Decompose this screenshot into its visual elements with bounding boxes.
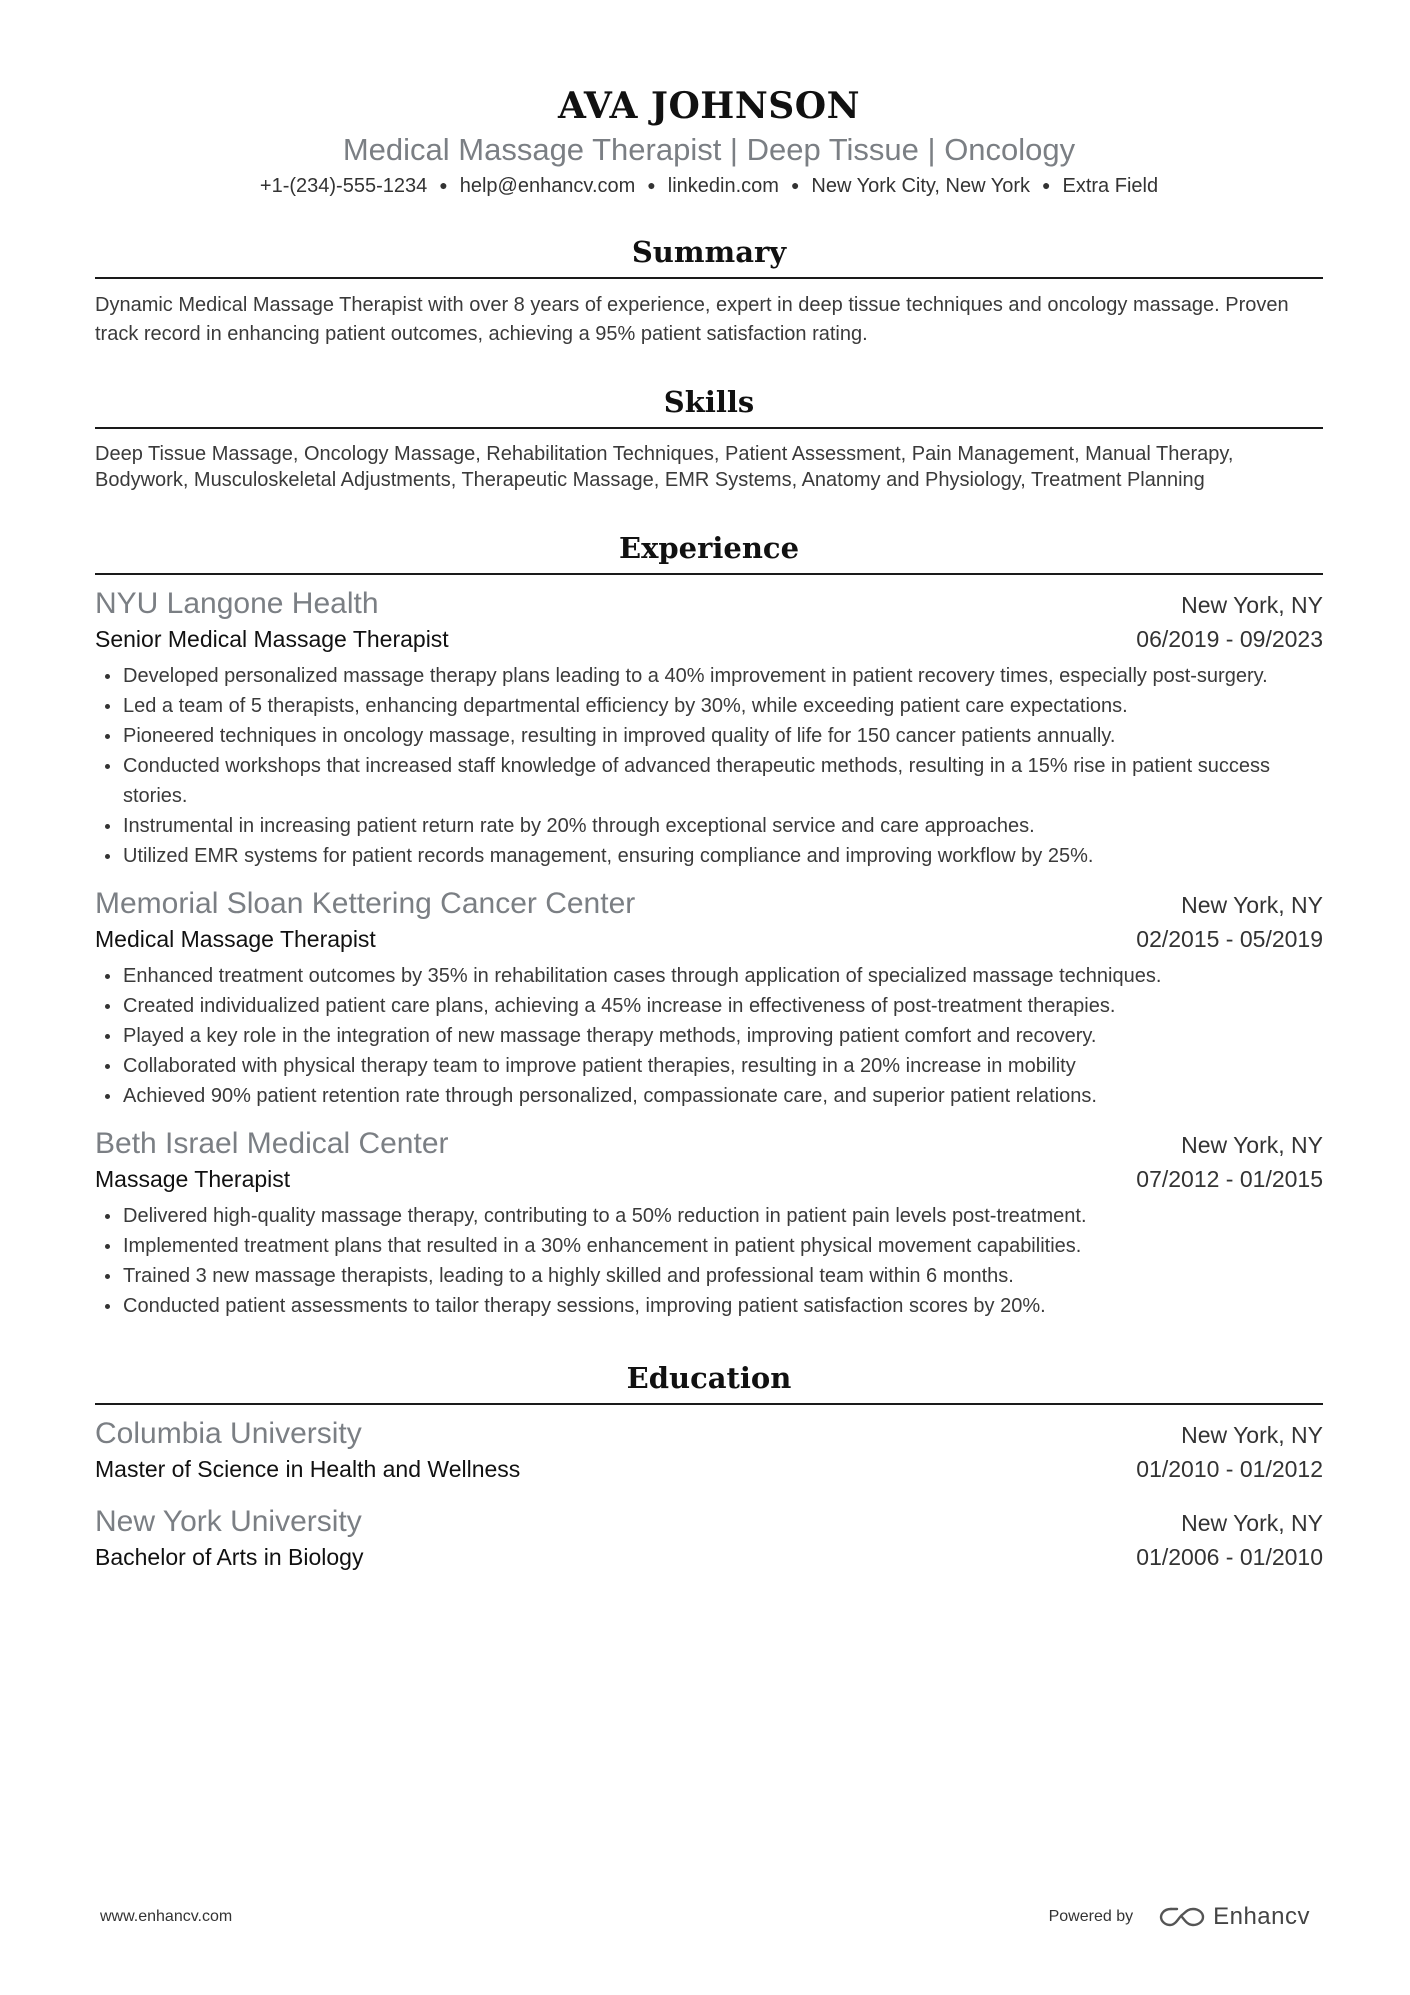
bullet-separator: ● [439, 176, 448, 193]
achievement-item: Trained 3 new massage therapists, leading to a highly skilled and professional team within 6 months. [95, 1261, 1323, 1291]
powered-by-label: Powered by [1048, 1908, 1134, 1925]
section-heading-summary: Summary [95, 233, 1323, 279]
section-heading-skills: Skills [95, 383, 1323, 429]
achievement-item: Developed personalized massage therapy plans leading to a 40% improvement in patient recovery times, especially post-surgery. [95, 661, 1323, 691]
achievement-item: Pioneered techniques in oncology massage, resulting in improved quality of life for 150 cancer patients annually. [95, 721, 1323, 751]
page-footer [100, 1903, 1310, 1931]
achievement-item: Delivered high-quality massage therapy, contributing to a 50% reduction in patient pain levels post-treatment. [95, 1201, 1323, 1231]
contact-extra: Extra Field [1062, 175, 1159, 197]
job-dates: 07/2012 - 01/2015 [1136, 1165, 1323, 1192]
skills-section [95, 383, 1323, 493]
achievement-item: Implemented treatment plans that resulted in a 30% enhancement in patient physical movement capabilities. [95, 1231, 1323, 1261]
achievement-item: Played a key role in the integration of new massage therapy methods, improving patient comfort and recovery. [95, 1021, 1323, 1051]
achievement-item: Conducted workshops that increased staff knowledge of advanced therapeutic methods, resulting in a 15% rise in patient success stories. [95, 751, 1323, 811]
education-entry [95, 1503, 1323, 1573]
job-location: New York, NY [1181, 1131, 1323, 1158]
achievement-list [95, 661, 1323, 871]
resume-header [95, 0, 1323, 201]
job-location: New York, NY [1181, 891, 1323, 918]
experience-entry [95, 885, 1323, 1111]
footer-website-link[interactable]: www.enhancv.com [100, 1908, 233, 1925]
school-location: New York, NY [1181, 1509, 1323, 1536]
degree-name: Master of Science in Health and Wellness [95, 1455, 521, 1482]
achievement-list [95, 961, 1323, 1111]
contact-linkedin[interactable]: linkedin.com [667, 175, 779, 197]
job-title: Medical Massage Therapist [95, 925, 376, 952]
candidate-title: Medical Massage Therapist | Deep Tissue | Oncology [342, 132, 1076, 167]
summary-text: Dynamic Medical Massage Therapist with over 8 years of experience, expert in deep tissue techniques and oncology massage. Proven track record in enhancing patient outcomes, achieving a 95% patient satisfaction rating. [95, 293, 1289, 345]
job-dates: 06/2019 - 09/2023 [1136, 625, 1323, 652]
enhancv-logo-icon [1159, 1905, 1205, 1929]
education-entry [95, 1415, 1323, 1485]
experience-entry [95, 1125, 1323, 1321]
powered-by [1049, 1903, 1310, 1931]
bullet-separator: ● [790, 176, 800, 193]
contact-phone: +1-(234)-555-1234 [259, 175, 428, 197]
contact-info [95, 172, 1323, 201]
school-location: New York, NY [1181, 1421, 1323, 1448]
brand-logo[interactable] [1159, 1903, 1310, 1931]
candidate-name: AVA JOHNSON [558, 85, 860, 127]
education-dates: 01/2006 - 01/2010 [1136, 1543, 1323, 1570]
achievement-item: Instrumental in increasing patient return rate by 20% through exceptional service and care approaches. [95, 811, 1323, 841]
experience-entry [95, 585, 1323, 871]
education-section [95, 1359, 1323, 1573]
achievement-item: Utilized EMR systems for patient records management, ensuring compliance and improving workflow by 25%. [95, 841, 1323, 871]
contact-email[interactable]: help@enhancv.com [459, 175, 636, 197]
resume-page [95, 0, 1323, 1573]
achievement-item: Achieved 90% patient retention rate through personalized, compassionate care, and superior patient relations. [95, 1081, 1323, 1111]
employer-name: Memorial Sloan Kettering Cancer Center [95, 886, 636, 920]
job-title: Senior Medical Massage Therapist [95, 625, 449, 652]
employer-name: NYU Langone Health [95, 586, 379, 620]
bullet-separator: ● [1042, 176, 1051, 193]
achievement-list [95, 1201, 1323, 1321]
section-heading-experience: Experience [95, 529, 1323, 575]
achievement-item: Enhanced treatment outcomes by 35% in rehabilitation cases through application of specialized massage techniques. [95, 961, 1323, 991]
job-location: New York, NY [1181, 591, 1323, 618]
employer-name: Beth Israel Medical Center [95, 1126, 449, 1160]
achievement-item: Conducted patient assessments to tailor therapy sessions, improving patient satisfaction scores by 20%. [95, 1291, 1323, 1321]
school-name: Columbia University [95, 1416, 362, 1450]
degree-name: Bachelor of Arts in Biology [95, 1543, 364, 1570]
brand-name: Enhancv [1213, 1903, 1310, 1930]
contact-location: New York City, New York [811, 175, 1031, 197]
school-name: New York University [95, 1504, 362, 1538]
section-heading-education: Education [95, 1359, 1323, 1405]
bullet-separator: ● [647, 176, 656, 193]
skills-text: Deep Tissue Massage, Oncology Massage, Rehabilitation Techniques, Patient Assessment, Pain Management, Manual Therapy, Bodywork, Musculoskeletal Adjustments, Therapeutic Massage, EMR Systems, Anatomy and Physiology, Treatment Planning [95, 442, 1234, 491]
education-dates: 01/2010 - 01/2012 [1136, 1455, 1323, 1482]
achievement-item: Led a team of 5 therapists, enhancing departmental efficiency by 30%, while exceeding patient care expectations. [95, 691, 1323, 721]
achievement-item: Collaborated with physical therapy team to improve patient therapies, resulting in a 20% increase in mobility [95, 1051, 1323, 1081]
job-title: Massage Therapist [95, 1165, 291, 1192]
job-dates: 02/2015 - 05/2019 [1136, 925, 1323, 952]
summary-section [95, 233, 1323, 349]
experience-section [95, 529, 1323, 1321]
achievement-item: Created individualized patient care plans, achieving a 45% increase in effectiveness of post-treatment therapies. [95, 991, 1323, 1021]
